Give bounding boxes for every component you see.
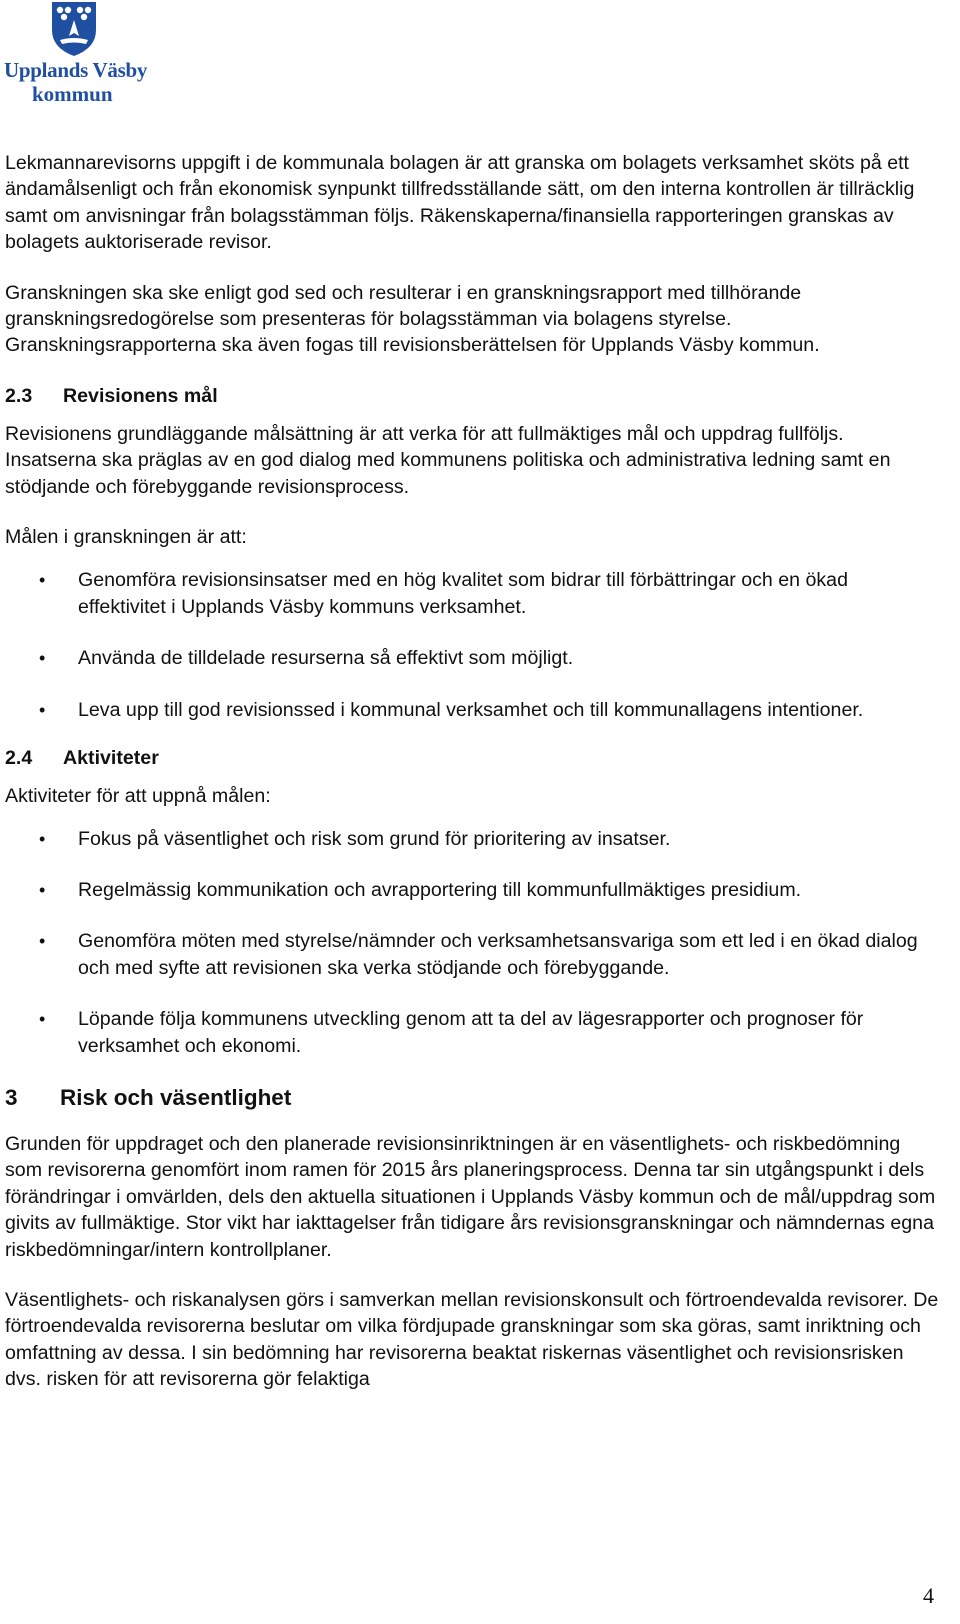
paragraph-malen-intro: Målen i granskningen är att:	[5, 526, 247, 549]
section-heading-2-3	[5, 383, 940, 409]
list-item: • Regelmässig kommunikation och avrapportering till kommunfullmäktiges presidium.	[5, 877, 940, 903]
list-item: • Leva upp till god revisionssed i kommunal verksamhet och till kommunallagens intentioner.	[5, 697, 940, 723]
document-body	[5, 150, 940, 1393]
coat-of-arms-icon	[0, 0, 160, 60]
section-number: 3	[5, 1084, 18, 1110]
logo-text-line1: Upplands Väsby	[4, 58, 148, 82]
list-item: • Genomföra revisionsinsatser med en hög kvalitet som bidrar till förbättringar och en ökad effektivitet i Upplands Väsby kommuns verksamhet.	[5, 567, 940, 620]
paragraph-granskningen: Granskningen ska ske enligt god sed och resulterar i en granskningsrapport med tillhörande granskningsredogörelse som presenteras för bolagsstämman via bolagens styrelse. Granskningsrapporterna ska även fogas till revisionsberättelsen för Upplands Väsby kommun.	[5, 281, 820, 357]
section-number: 2.3	[5, 384, 33, 407]
paragraph-aktiviteter-intro: Aktiviteter för att uppnå målen:	[5, 785, 271, 808]
section-title: Revisionens mål	[63, 384, 218, 407]
section-heading-3	[5, 1083, 940, 1113]
page-number: 4	[923, 1583, 934, 1608]
activities-list	[5, 826, 940, 1059]
section-title: Risk och väsentlighet	[60, 1084, 292, 1110]
logo-text-line2: kommun	[32, 82, 113, 106]
paragraph-lekmannarevisor: Lekmannarevisorns uppgift i de kommunala bolagen är att granska om bolagets verksamhet sköts på ett ändamålsenligt och från ekonomisk synpunkt tillfredsställande sätt, om den interna kontrollen är tillräcklig samt om anvisningar från bolagsstämman följs. Räkenskaperna/finansiella rapporteringen granskas av bolagets auktoriserade revisor.	[5, 152, 915, 254]
municipality-logo	[0, 0, 160, 110]
section-heading-2-4	[5, 745, 940, 771]
list-item: • Genomföra möten med styrelse/nämnder och verksamhetsansvariga som ett led i en ökad dialog och med syfte att revisionen ska verka stödjande och förebyggande.	[5, 928, 940, 981]
paragraph-vasentlighet: Väsentlighets- och riskanalysen görs i samverkan mellan revisionskonsult och förtroendevalda revisorer. De förtroendevalda revisorerna beslutar om vilka fördjupade granskningar som ska göras, samt inriktning och omfattning av dessa. I sin bedömning har revisorerna beaktat riskernas väsentlighet och revisionsrisken dvs. risken för att revisorerna gör felaktiga	[5, 1288, 939, 1391]
list-item: • Använda de tilldelade resurserna så effektivt som möjligt.	[5, 645, 940, 671]
paragraph-revisionens-mal: Revisionens grundläggande målsättning är att verka för att fullmäktiges mål och uppdrag fullföljs. Insatserna ska präglas av en god dialog med kommunens politiska och administrativa ledning samt en stödjande och förebyggande revisionsprocess.	[5, 422, 891, 498]
section-title: Aktiviteter	[63, 747, 159, 770]
list-item: • Fokus på väsentlighet och risk som grund för prioritering av insatser.	[5, 826, 940, 852]
list-item: • Löpande följa kommunens utveckling genom att ta del av lägesrapporter och prognoser för verksamhet och ekonomi.	[5, 1006, 940, 1059]
section-number: 2.4	[5, 747, 33, 770]
paragraph-grunden: Grunden för uppdraget och den planerade revisionsinriktningen är en väsentlighets- och riskbedömning som revisorerna genomfört inom ramen för 2015 års planeringsprocess. Denna tar sin utgångspunkt i dels förändringar i omvärlden, dels den aktuella situationen i Upplands Väsby kommun och de mål/uppdrag som givits av fullmäktige. Stor vikt har iakttagelser från tidigare års revisionsgranskningar och nämndernas egna riskbedömningar/intern kontrollplaner.	[5, 1132, 936, 1261]
goals-list	[5, 567, 940, 723]
